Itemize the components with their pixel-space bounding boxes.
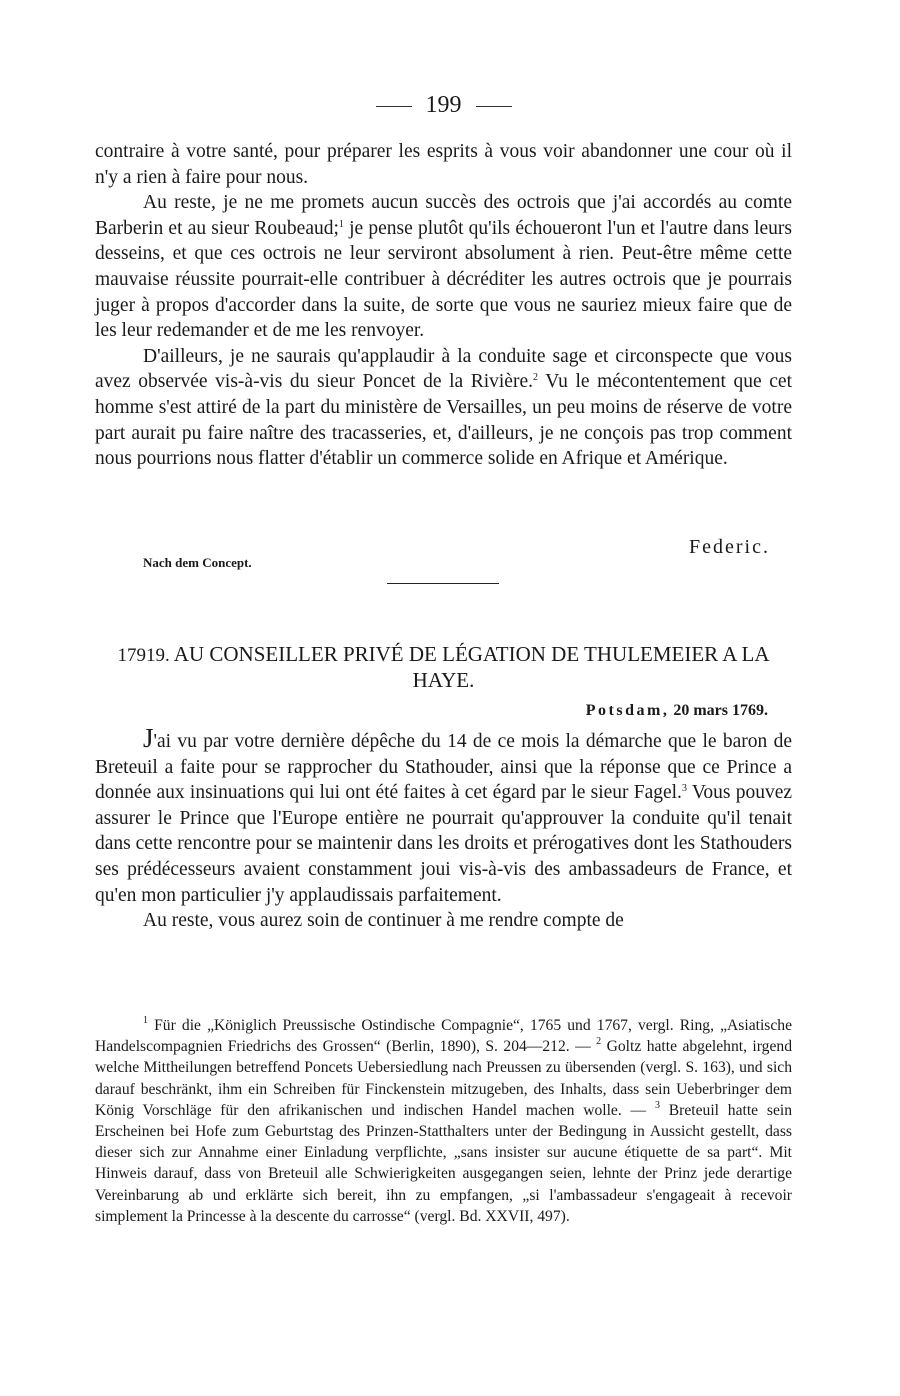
- letter-number: 17919.: [117, 645, 170, 666]
- page-header: [95, 92, 792, 119]
- paragraph-text: D'ailleurs, je ne saurais qu'applaudir à la conduite sage et circonspecte que vous avez observée vis-à-vis du sieur Poncet de la Rivière.: [95, 345, 792, 393]
- letter-1-body: [95, 139, 792, 472]
- footnote-marker: 3: [681, 783, 687, 795]
- paragraph: Au reste, vous aurez soin de continuer à me rendre compte de: [143, 910, 624, 932]
- footnote-marker: 1: [338, 218, 344, 230]
- paragraph-text: 'ai vu par votre dernière dépêche du 14 de ce mois la démarche que le baron de Breteuil a faite pour se rapprocher du Stathouder, ainsi que la réponse que ce Prince a donnée aux insinuations qui lui ont été faites à cet égard par le sieur Fagel.: [95, 731, 792, 804]
- letter-heading: [95, 642, 792, 693]
- footnote-number: 1: [143, 1015, 148, 1026]
- paragraph: [95, 723, 792, 908]
- header-rule-right: [476, 106, 512, 107]
- signature: Federic.: [689, 536, 770, 558]
- dateline: [586, 702, 768, 720]
- paragraph-text: Au reste, je ne me promets aucun succès des octrois que j'ai accordés au comte Barberin et au sieur Roubeaud;: [95, 192, 792, 239]
- document-page: [95, 0, 792, 1396]
- footnote-text: Für die „Königlich Preussische Ostindische Compagnie“, 1765 und 1767, vergl. Ring, „Asiatische Handelscompagnien Friedrichs des Grossen“ (Berlin, 1890), S. 204—212. —: [95, 1017, 792, 1056]
- page-number: 199: [425, 92, 462, 118]
- paragraph: [95, 344, 792, 472]
- paragraph: [95, 190, 792, 344]
- paragraph: contraire à votre santé, pour préparer les esprits à vous voir abandonner une cour où il n'y a rien à faire pour nous.: [95, 141, 792, 188]
- footnotes: [95, 1015, 792, 1227]
- footnote-text: Breteuil hatte sein Erscheinen bei Hofe zum Geburtstag des Prinzen-Statthalters unter der Bedingung in Aussicht gestellt, dass dieser sich zur Annahme einer Einladung verpflichte, „sans insister sur aucune étiquette de sa part“. Mit Hinweis darauf, dass von Breteuil alle Schwierigkeiten ausgegangen seien, lehnte der Prinz jede derartige Vereinbarung ab und erklärte sich bereit, ihn zu empfangen, „si l'ambassadeur s'engageait à recevoir simplement la Princesse à la descente du carrosse“ (vergl. Bd. XXVII, 497).: [95, 1101, 792, 1225]
- source-note: Nach dem Concept.: [143, 555, 252, 570]
- dateline-place: Potsdam,: [585, 702, 670, 719]
- footnote-marker: 2: [532, 372, 538, 384]
- section-divider: [387, 583, 499, 584]
- footnote-number: 2: [596, 1036, 602, 1048]
- paragraph-text: Vous pouvez assurer le Prince que l'Europe entière ne pourrait qu'approuver la conduite qu'il tenait dans cette rencontre pour se maintenir dans les droits et prérogatives dont les Stathouders ses prédécesseurs avaient constamment joui vis-à-vis des ambassadeurs de France, et qu'en mon particulier j'y applaudissais parfaitement.: [95, 782, 792, 906]
- footnote-paragraph: [95, 1015, 792, 1227]
- letter-2-body: [95, 723, 792, 934]
- dateline-date: 20 mars 1769.: [673, 702, 768, 719]
- letter-title: AU CONSEILLER PRIVÉ DE LÉGATION DE THULEMEIER A LA HAYE.: [173, 642, 770, 692]
- footnote-number: 3: [654, 1099, 660, 1111]
- header-rule-left: [376, 106, 412, 107]
- paragraph-text: je pense plutôt qu'ils échoueront l'un et l'autre dans leurs desseins, et que ces octrois ne leur serviront absolument à rien. Peut-être même cette mauvaise réussite pourrait-elle contribuer à décréditer les autres octrois que je pourrais juger à propos d'accorder dans la suite, de sorte que vous ne sauriez mieux faire que de les leur redemander et de me les renvoyer.: [95, 217, 793, 342]
- footnote-text: Goltz hatte abgelehnt, irgend welche Mittheilungen betreffend Poncets Uebersiedlung nach Preussen zu übersenden (vergl. S. 163), und sich darauf beschränkt, ihm ein Schreiben für Finckenstein mitzugeben, des Inhalts, dass sein Ueberbringer dem König Vorschläge für den afrikanischen und indischen Handel machen wolle. —: [95, 1038, 792, 1119]
- paragraph-text: Vu le mécontentement que cet homme s'est attiré de la part du ministère de Versailles, un peu moins de réserve de votre part aurait pu faire naître des tracasseries, et, d'ailleurs, je ne conçois pas trop comment nous pourrions nous flatter d'établir un commerce solide en Afrique et Amérique.: [95, 371, 792, 470]
- initial-letter: J: [143, 723, 154, 753]
